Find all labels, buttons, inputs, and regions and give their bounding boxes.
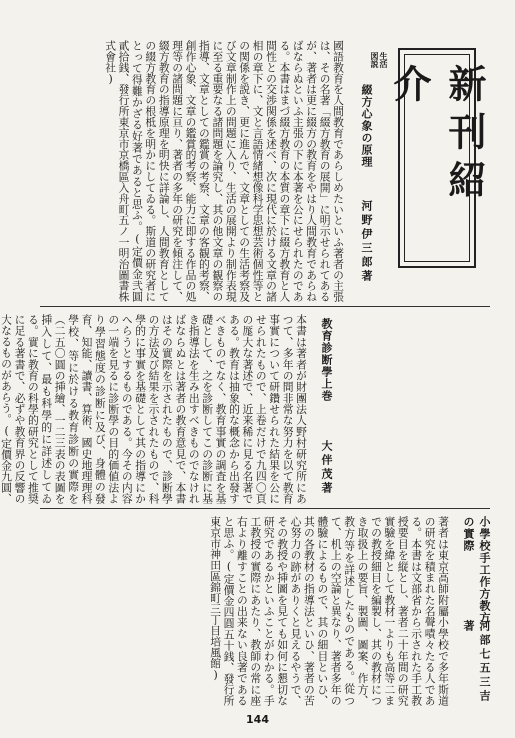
review-1-series-label: 生活 図説	[370, 52, 389, 68]
bottom-divider	[40, 508, 490, 509]
review-1-title: 綴方心象の原理	[360, 84, 373, 168]
section-heading: 新刊紹介	[387, 64, 487, 208]
review-2-author: 大伴茂著	[320, 440, 333, 496]
review-3-title: 小學校手工作方教方の實際	[462, 516, 491, 624]
review-2-body: 本書は著者が財團法人野村研究所にあつて、多年の間非常な努力を以て教育事實について研鑽せられた結果を公にせられたもので、上卷だけで九四〇頁の厖大な著述で、近来稀に見る名著である。教育は抽象的な概念から出發すべきものでなく、教育事實の調査を基礎として、之を診断してこの診断に基き指導法を生み出すべきものでなければならぬとは著者の教育意見で、本書はその實際を示されたもので、診断學の方法及び結果を示されたもので、科學的に事實を基礎として其の指導にかへらうとするものである。今その内容の一端を見るに診断學の目的価値法より學習態度の診断に及び、身體の發育、知能、讀書、算術、國史地理理科學校、等に於ける教育診断の實際を（二五〇圓の挿繪、一二三表の表圖を挿入して、最も科學的に詳述してゐる。實に教育の科學的研究として推奨に足る著書で、必ずや教育界の反響の大なるものがあらう。(定價金九圓、	[0, 314, 308, 504]
page-number: 144	[246, 713, 269, 726]
review-3-author: 河部七五三吉著	[462, 620, 491, 704]
review-1-author: 河野伊三郎著	[360, 200, 373, 284]
review-1-body-top: 國語教育を人間教育であらしめたいといふ著者の主張は、その名著「綴方教育の展開」に明示せられてあるが、著者は更に綴方の教育をやはり人間教育であらねばならぬといふ主張の下に本著を公にせられたのである。本書はまづ綴方教育の本質の章下に綴方教育と人間性との交渉関係を述べ、次に現代に於ける文章の諸相の章下に、文と言語情緒想像科学思想芸術個性等との関係を説き、更に進んで、文章としての生活考察及び文章制作上の問題に入り、生活の展開より制作表現に至る重要なる諸問題を論究し、其の他文章の観察の指導、文章としての鑑賞の考察、文章の客観的考察、創作心象、文章の鑑賞的考察、能力に即する作品の処理等の諸問題に亘り、著者の多年の研究を傾注して、綴方教育の指導原理を明快に詳論し、人間教育としての綴方教育の根柢を明かにしてゐる。斯道の研究者にとって得難かざる好著であると思ふ。(定價金弐圓貳拾銭、發行所東京市京橋區入舟町五ノ一明治圖書株式會社)	[104, 40, 345, 302]
review-2-title: 教育診断學上巻	[320, 318, 333, 402]
section-heading-box	[387, 48, 487, 268]
top-divider	[40, 306, 490, 307]
review-3-body: 著者は東京高師附屬小學校で多年斯道の研究を積まれた名聲嘖々たる人である。本書は文部省から示された手工教授要目を縦とし、著者二十年間の研究實驗を緯として教材一よりも高等二までの教授細目を編製し、其の教材につき取扱上の要旨、製圖、圖案、作方、教方等を詳述したものである。從つて、机上の空論と異なり、著者多年の體驗によるもので、其の細目といひ、其の各教材の指導法といひ、著者の苦心努力の跡がありくと見えるやうで、その教授や挿圖を見ても如何に懇切な研究であるかといふことがわかる。手工教授の實際にあたり、教師の常に座右より離すことの出来ない良著であると思ふ。(定價金四圓五十銭、發行所東京市神田區錦町三丁目培風館)	[209, 516, 450, 706]
